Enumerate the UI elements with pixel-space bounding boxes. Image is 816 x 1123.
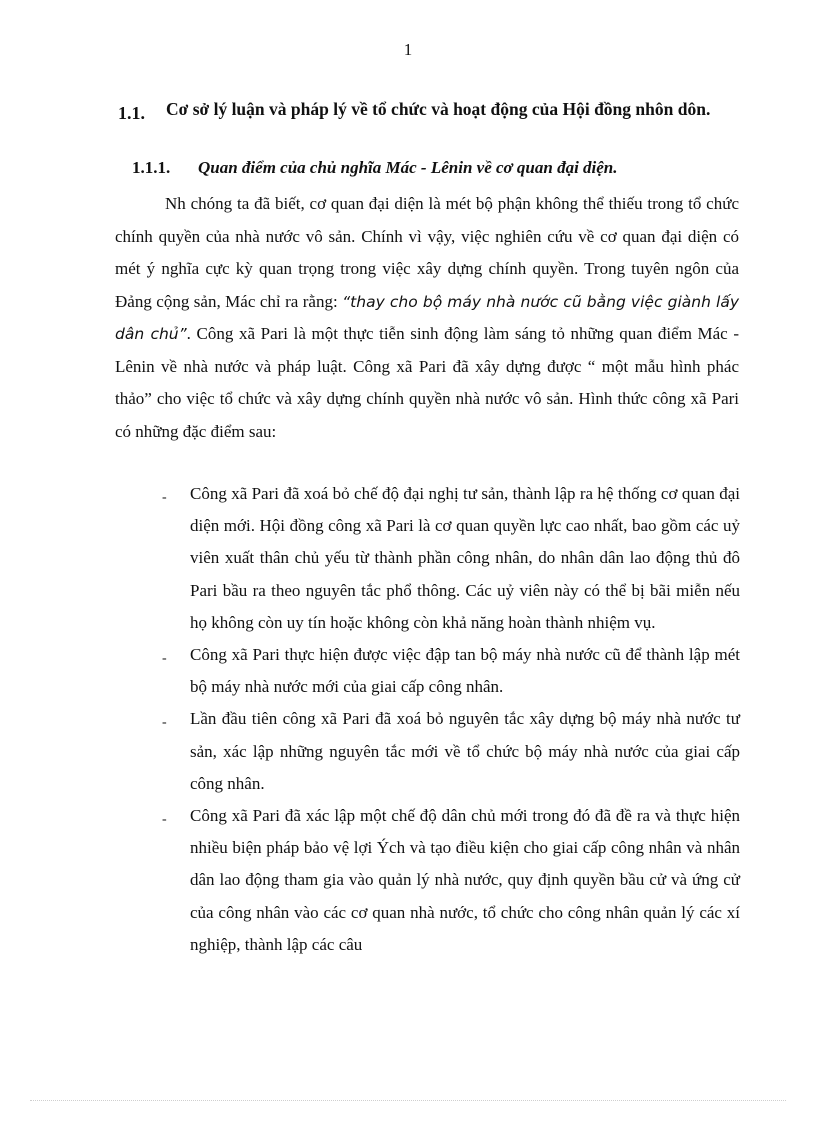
list-item: [160, 639, 740, 703]
list-marker: -: [162, 812, 167, 828]
section-title: Cơ sở lý luận và pháp lý về tổ chức và hoạt động của Hội đồng nhôn dôn.: [166, 99, 711, 119]
list-marker: -: [162, 651, 167, 667]
list-item: [160, 478, 740, 639]
paragraph-part-2: . Công xã Pari là một thực tiễn sinh động làm sáng tỏ những quan điểm Mác - Lênin về nhà nước và pháp luật. Công xã Pari đã xây dựng được “ một mẫu hình phác thảo” cho việc tổ chức và xây dựng chính quyền nhà nước vô sản. Hình thức công xã Pari có những đặc điểm sau:: [115, 324, 739, 441]
feature-list: [160, 478, 740, 961]
list-item: [160, 800, 740, 961]
subsection-title: Quan điểm của chủ nghĩa Mác - Lênin về cơ quan đại diện.: [198, 158, 618, 177]
list-marker: -: [162, 490, 167, 505]
quote: “thay cho bộ máy nhà nước cũ bằng việc giành lấy dân chủ”: [115, 292, 740, 343]
list-item-text: Công xã Pari thực hiện được việc đập tan bộ máy nhà nước cũ để thành lập mét bộ máy nhà nước mới của giai cấp công nhân.: [190, 645, 740, 697]
list-item-text: Công xã Pari đã xác lập một chế độ dân chủ mới trong đó đã đề ra và thực hiện nhiều biện pháp bảo vệ lợi Ých và tạo điều kiện cho giai cấp công nhân và nhân dân lao động tham gia vào quản lý nhà nước, quy định quyền bầu cử và ứng cử của công nhân vào các cơ quan nhà nước, tổ chức cho công nhân quản lý các xí nghiệp, thành lập các câu: [190, 806, 740, 954]
list-item-text: Công xã Pari đã xoá bỏ chế độ đại nghị tư sản, thành lập ra hệ thống cơ quan đại diện mới. Hội đồng công xã Pari là cơ quan quyền lực cao nhất, bao gồm các uỷ viên xuất thân chủ yếu từ thành phần công nhân, do nhân dân lao động thủ đô Pari bầu ra theo nguyên tắc phổ thông. Các uỷ viên này có thể bị bãi miễn nếu họ không còn uy tín hoặc không còn khả năng hoàn thành nhiệm vụ.: [190, 484, 740, 632]
body-paragraph: [115, 188, 739, 448]
subsection-number: 1.1.1.: [132, 158, 171, 177]
page-footer-divider: [30, 1100, 786, 1101]
list-item-text: Lần đầu tiên công xã Pari đã xoá bỏ nguyên tắc xây dựng bộ máy nhà nước tư sản, xác lập những nguyên tắc mới về tổ chức bộ máy nhà nước của giai cấp công nhân.: [190, 709, 740, 793]
list-item: [160, 703, 740, 800]
section-number: 1.1.: [118, 103, 145, 123]
page-number: 1: [403, 40, 413, 59]
list-marker: -: [162, 715, 167, 731]
subsection-heading: [132, 158, 618, 178]
paragraph-part-1: Nh chóng ta đã biết, cơ quan đại diện là mét bộ phận không thể thiếu trong tổ chức chính quyền của nhà nước vô sản. Chính vì vậy, việc nghiên cứu về cơ quan đại diện có mét ý nghĩa cực kỳ quan trọng trong việc xây dựng chính quyền. Trong tuyên ngôn của Đảng cộng sản, Mác chỉ ra rằng:: [115, 194, 739, 311]
paragraph-text: [115, 188, 739, 448]
